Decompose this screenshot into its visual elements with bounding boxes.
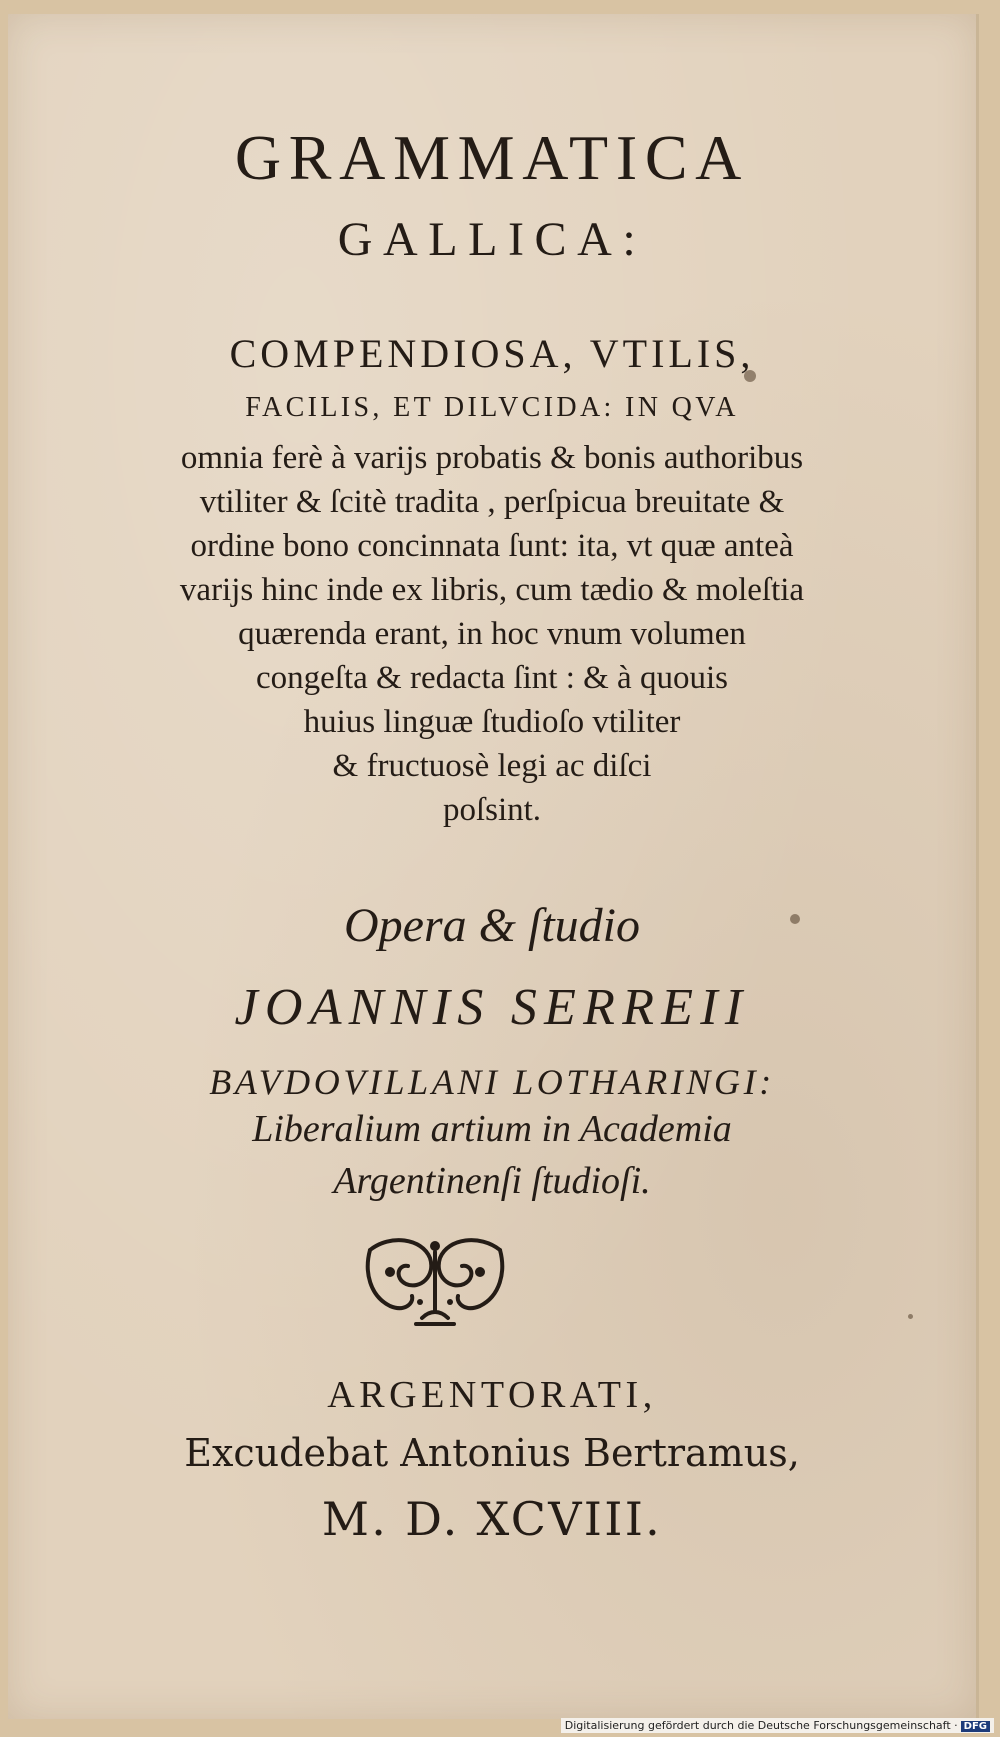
description-line: varijs hinc inde ex libris, cum tædio & moleſtia <box>179 572 805 608</box>
author-name: JOANNIS SERREII <box>234 979 750 1036</box>
description-line: congeſta & redacta ſint : & à quouis <box>256 660 728 696</box>
title-line-2: GALLICA: <box>337 213 647 266</box>
title-line-1: GRAMMATICA <box>234 122 750 193</box>
digitization-credit <box>561 1718 994 1733</box>
paper-spot <box>908 1314 913 1319</box>
imprint-place: ARGENTORATI, <box>327 1374 657 1416</box>
author-role-line-2: Argentinenſi ſtudioſi. <box>333 1160 651 1202</box>
imprint-printer: Excudebat Antonius Bertramus, <box>184 1431 800 1475</box>
description-line: poſsint. <box>442 792 542 828</box>
description-line: huius linguæ ſtudioſo vtiliter <box>303 704 681 740</box>
description-line: & fructuosè legi ac diſci <box>332 748 652 784</box>
description-line: omnia ferè à varijs probatis & bonis authoribus <box>180 440 804 476</box>
dfg-logo: DFG <box>961 1721 990 1732</box>
description-line: vtiliter & ſcitè tradita , perſpicua breuitate & <box>199 484 785 520</box>
description-line: ordine bono concinnata ſunt: ita, vt quæ anteà <box>190 528 794 564</box>
author-role-line-1: Liberalium artium in Academia <box>252 1108 732 1150</box>
subtitle-line-1: COMPENDIOSA, VTILIS, <box>229 331 755 376</box>
credit-text: Digitalisierung gefördert durch die Deutsche Forschungsgemeinschaft · <box>564 1719 958 1732</box>
floral-fleuron-icon <box>360 1232 510 1328</box>
imprint-year: M. D. XCVIII. <box>321 1492 663 1546</box>
subtitle-line-2: FACILIS, ET DILVCIDA: IN QVA <box>245 392 739 423</box>
title-page <box>8 14 979 1719</box>
author-origin: BAVDOVILLANI LOTHARINGI: <box>209 1062 775 1102</box>
author-opera-line: Opera & ſtudio <box>344 899 640 952</box>
description-line: quærenda erant, in hoc vnum volumen <box>238 616 746 652</box>
